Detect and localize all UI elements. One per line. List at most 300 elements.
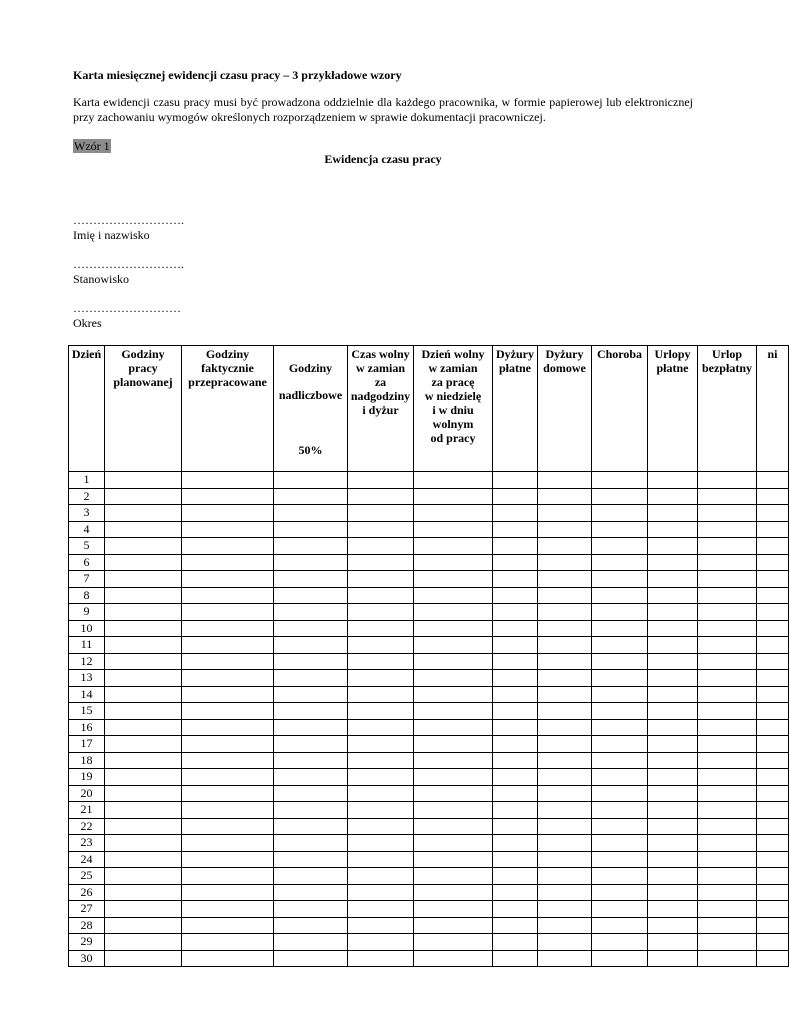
table-cell[interactable] <box>274 785 348 802</box>
table-cell[interactable] <box>592 934 648 951</box>
table-cell[interactable] <box>698 802 757 819</box>
table-cell[interactable] <box>757 934 789 951</box>
table-cell[interactable] <box>274 554 348 571</box>
table-cell[interactable] <box>538 769 592 786</box>
table-cell[interactable] <box>538 851 592 868</box>
table-cell[interactable] <box>648 637 698 654</box>
table-cell[interactable] <box>757 505 789 522</box>
table-cell[interactable] <box>414 835 493 852</box>
table-cell[interactable] <box>348 785 414 802</box>
table-cell[interactable] <box>182 554 274 571</box>
table-cell[interactable] <box>538 653 592 670</box>
table-cell[interactable] <box>105 868 182 885</box>
table-cell[interactable] <box>348 917 414 934</box>
table-cell[interactable] <box>698 950 757 967</box>
table-cell[interactable] <box>538 472 592 489</box>
table-cell[interactable] <box>274 950 348 967</box>
table-cell[interactable] <box>757 686 789 703</box>
table-cell[interactable] <box>105 686 182 703</box>
table-cell[interactable] <box>592 835 648 852</box>
table-cell[interactable] <box>698 472 757 489</box>
table-cell[interactable] <box>274 868 348 885</box>
table-cell[interactable] <box>698 587 757 604</box>
table-cell[interactable] <box>698 769 757 786</box>
table-cell[interactable] <box>182 736 274 753</box>
table-cell[interactable] <box>648 736 698 753</box>
table-cell[interactable] <box>757 637 789 654</box>
table-cell[interactable] <box>493 835 538 852</box>
table-cell[interactable] <box>105 752 182 769</box>
table-cell[interactable] <box>493 604 538 621</box>
table-cell[interactable] <box>274 637 348 654</box>
table-cell[interactable] <box>414 538 493 555</box>
table-cell[interactable] <box>493 571 538 588</box>
table-cell[interactable] <box>274 703 348 720</box>
table-cell[interactable] <box>105 703 182 720</box>
table-cell[interactable] <box>538 637 592 654</box>
table-cell[interactable] <box>698 736 757 753</box>
table-cell[interactable] <box>493 719 538 736</box>
table-cell[interactable] <box>648 851 698 868</box>
table-cell[interactable] <box>274 769 348 786</box>
table-cell[interactable] <box>348 901 414 918</box>
table-cell[interactable] <box>648 835 698 852</box>
table-cell[interactable] <box>274 752 348 769</box>
table-cell[interactable] <box>493 934 538 951</box>
table-cell[interactable] <box>414 686 493 703</box>
table-cell[interactable] <box>274 670 348 687</box>
table-cell[interactable] <box>698 554 757 571</box>
table-cell[interactable] <box>648 488 698 505</box>
table-cell[interactable] <box>648 785 698 802</box>
table-cell[interactable] <box>493 554 538 571</box>
table-cell[interactable] <box>698 851 757 868</box>
table-cell[interactable] <box>414 950 493 967</box>
table-cell[interactable] <box>493 521 538 538</box>
table-cell[interactable] <box>648 505 698 522</box>
table-cell[interactable] <box>182 686 274 703</box>
table-cell[interactable] <box>274 521 348 538</box>
table-cell[interactable] <box>698 521 757 538</box>
table-cell[interactable] <box>538 686 592 703</box>
table-cell[interactable] <box>274 851 348 868</box>
table-cell[interactable] <box>648 587 698 604</box>
table-cell[interactable] <box>648 538 698 555</box>
table-cell[interactable] <box>414 505 493 522</box>
table-cell[interactable] <box>414 752 493 769</box>
table-cell[interactable] <box>698 604 757 621</box>
table-cell[interactable] <box>105 554 182 571</box>
table-cell[interactable] <box>592 571 648 588</box>
table-cell[interactable] <box>538 752 592 769</box>
table-cell[interactable] <box>648 571 698 588</box>
table-cell[interactable] <box>757 719 789 736</box>
table-cell[interactable] <box>348 538 414 555</box>
table-cell[interactable] <box>493 736 538 753</box>
table-cell[interactable] <box>182 884 274 901</box>
table-cell[interactable] <box>592 752 648 769</box>
table-cell[interactable] <box>414 472 493 489</box>
table-cell[interactable] <box>493 670 538 687</box>
table-cell[interactable] <box>538 950 592 967</box>
table-cell[interactable] <box>182 472 274 489</box>
table-cell[interactable] <box>493 488 538 505</box>
table-cell[interactable] <box>414 554 493 571</box>
table-cell[interactable] <box>757 571 789 588</box>
table-cell[interactable] <box>348 719 414 736</box>
table-cell[interactable] <box>414 670 493 687</box>
table-cell[interactable] <box>592 917 648 934</box>
table-cell[interactable] <box>757 538 789 555</box>
table-cell[interactable] <box>648 703 698 720</box>
table-cell[interactable] <box>348 884 414 901</box>
table-cell[interactable] <box>592 736 648 753</box>
table-cell[interactable] <box>698 620 757 637</box>
table-cell[interactable] <box>182 538 274 555</box>
table-cell[interactable] <box>698 917 757 934</box>
table-cell[interactable] <box>538 703 592 720</box>
table-cell[interactable] <box>538 785 592 802</box>
table-cell[interactable] <box>105 851 182 868</box>
table-cell[interactable] <box>538 604 592 621</box>
table-cell[interactable] <box>592 554 648 571</box>
table-cell[interactable] <box>348 703 414 720</box>
table-cell[interactable] <box>757 521 789 538</box>
table-cell[interactable] <box>274 538 348 555</box>
table-cell[interactable] <box>182 604 274 621</box>
table-cell[interactable] <box>592 587 648 604</box>
table-cell[interactable] <box>348 521 414 538</box>
table-cell[interactable] <box>698 934 757 951</box>
table-cell[interactable] <box>274 818 348 835</box>
table-cell[interactable] <box>105 835 182 852</box>
table-cell[interactable] <box>105 934 182 951</box>
table-cell[interactable] <box>493 686 538 703</box>
table-cell[interactable] <box>105 769 182 786</box>
table-cell[interactable] <box>274 472 348 489</box>
table-cell[interactable] <box>414 620 493 637</box>
table-cell[interactable] <box>757 752 789 769</box>
table-cell[interactable] <box>414 587 493 604</box>
table-cell[interactable] <box>493 637 538 654</box>
table-cell[interactable] <box>182 620 274 637</box>
table-cell[interactable] <box>348 472 414 489</box>
table-cell[interactable] <box>592 620 648 637</box>
table-cell[interactable] <box>493 802 538 819</box>
table-cell[interactable] <box>348 505 414 522</box>
table-cell[interactable] <box>757 670 789 687</box>
table-cell[interactable] <box>105 488 182 505</box>
table-cell[interactable] <box>592 703 648 720</box>
table-cell[interactable] <box>592 901 648 918</box>
table-cell[interactable] <box>648 554 698 571</box>
table-cell[interactable] <box>648 917 698 934</box>
table-cell[interactable] <box>414 736 493 753</box>
table-cell[interactable] <box>592 521 648 538</box>
table-cell[interactable] <box>757 554 789 571</box>
table-cell[interactable] <box>493 620 538 637</box>
table-cell[interactable] <box>648 670 698 687</box>
table-cell[interactable] <box>105 736 182 753</box>
table-cell[interactable] <box>538 505 592 522</box>
table-cell[interactable] <box>648 884 698 901</box>
table-cell[interactable] <box>592 637 648 654</box>
table-cell[interactable] <box>105 785 182 802</box>
table-cell[interactable] <box>274 901 348 918</box>
table-cell[interactable] <box>757 950 789 967</box>
table-cell[interactable] <box>648 472 698 489</box>
table-cell[interactable] <box>182 703 274 720</box>
table-cell[interactable] <box>274 917 348 934</box>
table-cell[interactable] <box>274 884 348 901</box>
table-cell[interactable] <box>648 802 698 819</box>
table-cell[interactable] <box>348 950 414 967</box>
table-cell[interactable] <box>592 653 648 670</box>
table-cell[interactable] <box>538 719 592 736</box>
table-cell[interactable] <box>348 851 414 868</box>
table-cell[interactable] <box>757 736 789 753</box>
table-cell[interactable] <box>274 736 348 753</box>
table-cell[interactable] <box>698 653 757 670</box>
table-cell[interactable] <box>348 670 414 687</box>
table-cell[interactable] <box>414 488 493 505</box>
table-cell[interactable] <box>348 769 414 786</box>
table-cell[interactable] <box>105 505 182 522</box>
table-cell[interactable] <box>757 587 789 604</box>
table-cell[interactable] <box>348 604 414 621</box>
table-cell[interactable] <box>105 538 182 555</box>
table-cell[interactable] <box>414 818 493 835</box>
table-cell[interactable] <box>592 868 648 885</box>
table-cell[interactable] <box>592 719 648 736</box>
table-cell[interactable] <box>105 901 182 918</box>
table-cell[interactable] <box>493 505 538 522</box>
table-cell[interactable] <box>592 802 648 819</box>
table-cell[interactable] <box>698 538 757 555</box>
table-cell[interactable] <box>757 835 789 852</box>
table-cell[interactable] <box>538 587 592 604</box>
table-cell[interactable] <box>592 818 648 835</box>
table-cell[interactable] <box>592 785 648 802</box>
table-cell[interactable] <box>538 884 592 901</box>
table-cell[interactable] <box>698 719 757 736</box>
table-cell[interactable] <box>698 835 757 852</box>
table-cell[interactable] <box>493 769 538 786</box>
table-cell[interactable] <box>182 719 274 736</box>
table-cell[interactable] <box>348 835 414 852</box>
table-cell[interactable] <box>182 571 274 588</box>
table-cell[interactable] <box>698 686 757 703</box>
table-cell[interactable] <box>757 703 789 720</box>
table-cell[interactable] <box>757 488 789 505</box>
table-cell[interactable] <box>182 637 274 654</box>
table-cell[interactable] <box>105 719 182 736</box>
table-cell[interactable] <box>414 934 493 951</box>
table-cell[interactable] <box>538 488 592 505</box>
table-cell[interactable] <box>348 752 414 769</box>
table-cell[interactable] <box>698 571 757 588</box>
table-cell[interactable] <box>348 934 414 951</box>
table-cell[interactable] <box>182 851 274 868</box>
table-cell[interactable] <box>493 884 538 901</box>
table-cell[interactable] <box>698 785 757 802</box>
table-cell[interactable] <box>105 521 182 538</box>
table-cell[interactable] <box>698 818 757 835</box>
table-cell[interactable] <box>493 653 538 670</box>
table-cell[interactable] <box>757 653 789 670</box>
table-cell[interactable] <box>105 637 182 654</box>
table-cell[interactable] <box>493 785 538 802</box>
table-cell[interactable] <box>274 604 348 621</box>
table-cell[interactable] <box>757 884 789 901</box>
table-cell[interactable] <box>538 901 592 918</box>
table-cell[interactable] <box>182 868 274 885</box>
table-cell[interactable] <box>414 868 493 885</box>
table-cell[interactable] <box>538 802 592 819</box>
table-cell[interactable] <box>592 505 648 522</box>
table-cell[interactable] <box>348 637 414 654</box>
table-cell[interactable] <box>105 472 182 489</box>
table-cell[interactable] <box>348 653 414 670</box>
table-cell[interactable] <box>698 868 757 885</box>
table-cell[interactable] <box>182 653 274 670</box>
table-cell[interactable] <box>182 587 274 604</box>
table-cell[interactable] <box>757 604 789 621</box>
table-cell[interactable] <box>493 472 538 489</box>
table-cell[interactable] <box>757 472 789 489</box>
table-cell[interactable] <box>493 917 538 934</box>
table-cell[interactable] <box>274 802 348 819</box>
table-cell[interactable] <box>414 703 493 720</box>
table-cell[interactable] <box>698 901 757 918</box>
table-cell[interactable] <box>698 884 757 901</box>
table-cell[interactable] <box>538 736 592 753</box>
table-cell[interactable] <box>698 752 757 769</box>
table-cell[interactable] <box>757 868 789 885</box>
table-cell[interactable] <box>592 950 648 967</box>
table-cell[interactable] <box>274 505 348 522</box>
table-cell[interactable] <box>698 703 757 720</box>
table-cell[interactable] <box>182 488 274 505</box>
table-cell[interactable] <box>105 604 182 621</box>
table-cell[interactable] <box>757 818 789 835</box>
table-cell[interactable] <box>274 488 348 505</box>
table-cell[interactable] <box>757 917 789 934</box>
table-cell[interactable] <box>698 488 757 505</box>
table-cell[interactable] <box>182 835 274 852</box>
field-period-dots[interactable]: ……………………… <box>73 301 181 315</box>
table-cell[interactable] <box>274 835 348 852</box>
table-cell[interactable] <box>757 620 789 637</box>
table-cell[interactable] <box>414 901 493 918</box>
table-cell[interactable] <box>493 538 538 555</box>
table-cell[interactable] <box>493 587 538 604</box>
table-cell[interactable] <box>648 950 698 967</box>
table-cell[interactable] <box>182 917 274 934</box>
table-cell[interactable] <box>538 835 592 852</box>
table-cell[interactable] <box>105 670 182 687</box>
table-cell[interactable] <box>414 802 493 819</box>
table-cell[interactable] <box>538 818 592 835</box>
table-cell[interactable] <box>105 620 182 637</box>
table-cell[interactable] <box>105 950 182 967</box>
table-cell[interactable] <box>648 653 698 670</box>
table-cell[interactable] <box>592 769 648 786</box>
table-cell[interactable] <box>414 571 493 588</box>
table-cell[interactable] <box>414 785 493 802</box>
table-cell[interactable] <box>274 653 348 670</box>
table-cell[interactable] <box>648 934 698 951</box>
table-cell[interactable] <box>493 752 538 769</box>
table-cell[interactable] <box>493 703 538 720</box>
table-cell[interactable] <box>105 587 182 604</box>
table-cell[interactable] <box>698 670 757 687</box>
table-cell[interactable] <box>538 571 592 588</box>
table-cell[interactable] <box>348 488 414 505</box>
table-cell[interactable] <box>274 686 348 703</box>
table-cell[interactable] <box>648 620 698 637</box>
table-cell[interactable] <box>592 604 648 621</box>
table-cell[interactable] <box>348 587 414 604</box>
table-cell[interactable] <box>182 505 274 522</box>
table-cell[interactable] <box>538 620 592 637</box>
table-cell[interactable] <box>592 488 648 505</box>
table-cell[interactable] <box>182 901 274 918</box>
table-cell[interactable] <box>592 670 648 687</box>
table-cell[interactable] <box>538 538 592 555</box>
table-cell[interactable] <box>348 554 414 571</box>
table-cell[interactable] <box>348 818 414 835</box>
table-cell[interactable] <box>105 571 182 588</box>
table-cell[interactable] <box>274 571 348 588</box>
table-cell[interactable] <box>274 719 348 736</box>
table-cell[interactable] <box>648 686 698 703</box>
table-cell[interactable] <box>182 521 274 538</box>
table-cell[interactable] <box>348 802 414 819</box>
table-cell[interactable] <box>538 934 592 951</box>
table-cell[interactable] <box>182 802 274 819</box>
table-cell[interactable] <box>414 637 493 654</box>
table-cell[interactable] <box>757 769 789 786</box>
table-cell[interactable] <box>538 521 592 538</box>
table-cell[interactable] <box>348 571 414 588</box>
table-cell[interactable] <box>493 868 538 885</box>
table-cell[interactable] <box>348 686 414 703</box>
table-cell[interactable] <box>493 851 538 868</box>
table-cell[interactable] <box>757 785 789 802</box>
table-cell[interactable] <box>757 901 789 918</box>
table-cell[interactable] <box>348 736 414 753</box>
table-cell[interactable] <box>493 901 538 918</box>
table-cell[interactable] <box>648 604 698 621</box>
table-cell[interactable] <box>538 554 592 571</box>
table-cell[interactable] <box>105 653 182 670</box>
table-cell[interactable] <box>414 851 493 868</box>
table-cell[interactable] <box>182 934 274 951</box>
table-cell[interactable] <box>105 917 182 934</box>
table-cell[interactable] <box>538 917 592 934</box>
table-cell[interactable] <box>348 620 414 637</box>
table-cell[interactable] <box>538 670 592 687</box>
table-cell[interactable] <box>414 653 493 670</box>
table-cell[interactable] <box>538 868 592 885</box>
table-cell[interactable] <box>648 521 698 538</box>
table-cell[interactable] <box>414 521 493 538</box>
field-position-dots[interactable]: ………………………. <box>73 257 184 271</box>
table-cell[interactable] <box>648 752 698 769</box>
table-cell[interactable] <box>648 901 698 918</box>
table-cell[interactable] <box>648 769 698 786</box>
